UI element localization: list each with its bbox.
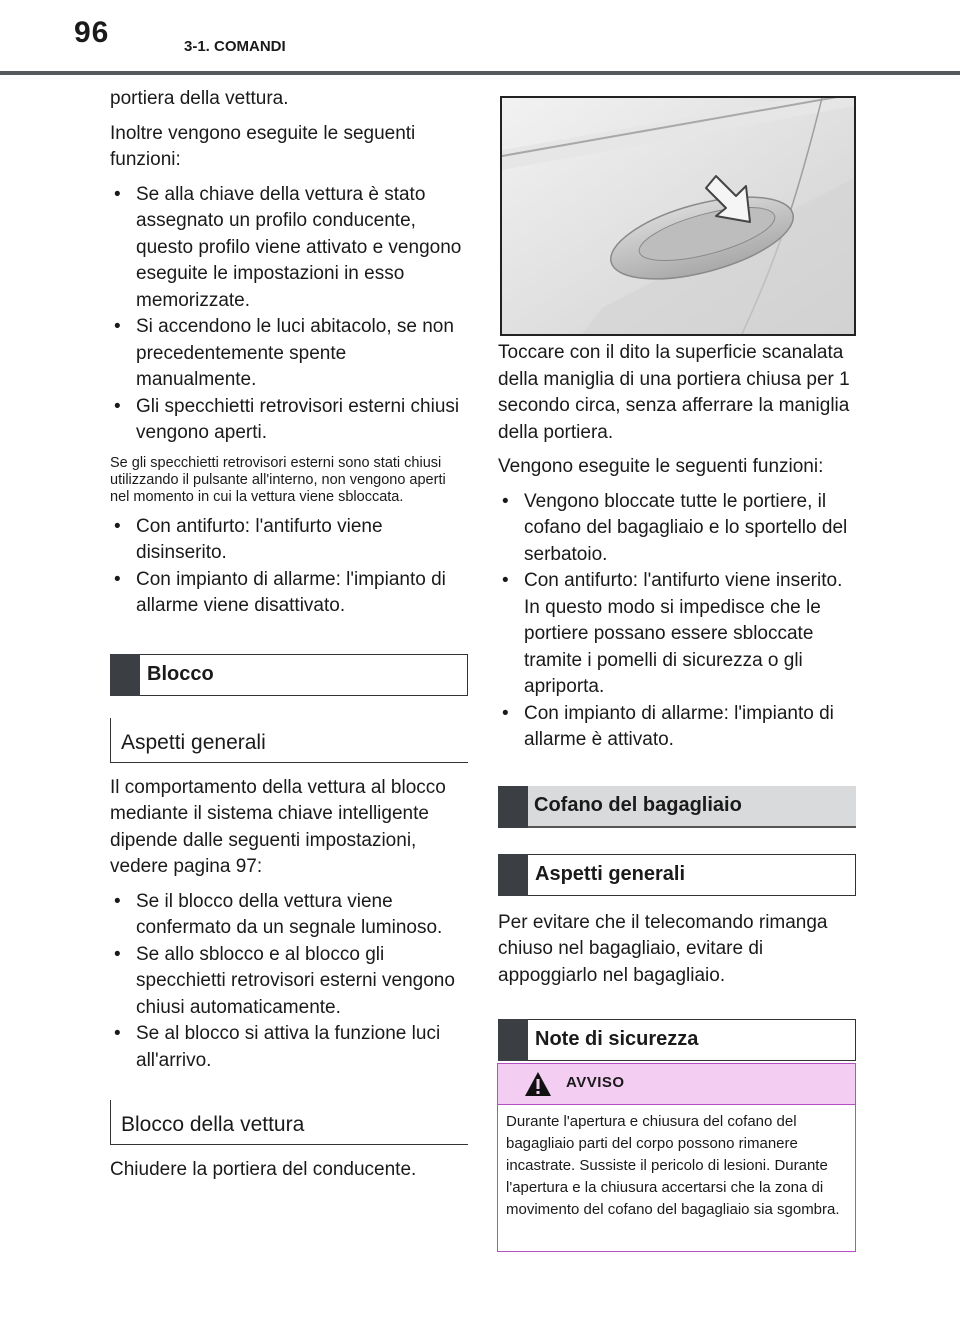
evitare-paragraph: Per evitare che il telecomando rimanga chiuso nel bagagliaio, evitare di appoggiarlo nel bagagliaio. <box>498 911 828 986</box>
mirror-note: Se gli specchietti retrovisori esterni sono stati chiusi utilizzando il pulsante all'interno, non vengono aperti nel momento in cui la vettura viene sbloccata. <box>110 454 446 505</box>
right-column <box>498 340 856 1061</box>
list-item: • Se il blocco della vettura viene confermato da un segnale luminoso. <box>110 889 468 942</box>
heading-cofano-bagagliaio <box>498 786 856 828</box>
intro-functions: Inoltre vengono eseguite le seguenti funzioni: <box>110 122 416 170</box>
list-item: • Se alla chiave della vettura è stato assegnato un profilo conducente, questo profilo viene attivato e vengono eseguite le impostazioni in esso memorizzate. <box>110 182 468 315</box>
list-item: • Si accendono le luci abitacolo, se non precedentemente spente manualmente. <box>110 314 468 394</box>
blocco-paragraph: Il comportamento della vettura al blocco mediante il sistema chiave intelligente dipende dalle seguenti impostazioni, vedere pagina 97: <box>110 776 446 877</box>
blocco-settings-list <box>110 889 468 1075</box>
heading-label: Blocco <box>147 662 214 685</box>
left-column <box>110 86 468 1192</box>
chiudere-paragraph: Chiudere la portiera del conducente. <box>110 1159 417 1180</box>
heading-label: Cofano del bagagliaio <box>534 793 742 816</box>
subheading-blocco-vettura <box>110 1100 468 1145</box>
page-number: 96 <box>74 16 110 49</box>
subheading-label: Blocco della vettura <box>121 1113 305 1136</box>
door-handle-illustration <box>500 96 856 336</box>
list-item: • Con impianto di allarme: l'impianto di allarme è attivato. <box>498 701 856 754</box>
subheading-aspetti-generali <box>110 718 468 763</box>
unlock-function-list <box>110 182 468 447</box>
subheading-label: Aspetti generali <box>121 730 266 754</box>
chapter-title: 3-1. COMANDI <box>184 38 286 55</box>
list-item: • Con impianto di allarme: l'impianto di allarme viene disattivato. <box>110 567 468 620</box>
heading-note-sicurezza <box>498 1019 856 1061</box>
list-item: • Vengono bloccate tutte le portiere, il cofano del bagagliaio e lo sportello del serbatoio. <box>498 489 856 569</box>
door-handle-drawing <box>502 98 854 334</box>
page-header <box>0 0 960 76</box>
list-item: • Se allo sblocco e al blocco gli specchietti retrovisori esterni vengono chiusi automaticamente. <box>110 942 468 1022</box>
list-item: • Con antifurto: l'antifurto viene disinserito. <box>110 514 468 567</box>
toccare-paragraph: Toccare con il dito la superficie scanalata della maniglia di una portiera chiusa per 1 secondo circa, senza afferrare la maniglia della portiera. <box>498 342 850 443</box>
warning-title: AVVISO <box>566 1074 625 1091</box>
lock-function-list <box>498 489 856 754</box>
list-item: • Gli specchietti retrovisori esterni chiusi vengono aperti. <box>110 394 468 447</box>
funzioni-paragraph: Vengono eseguite le seguenti funzioni: <box>498 456 824 477</box>
intro-text: portiera della vettura. <box>110 88 289 109</box>
heading-label: Aspetti generali <box>535 862 686 885</box>
warning-box <box>497 1063 856 1252</box>
warning-text: Durante l'apertura e chiusura del cofano del bagagliaio parti del corpo possono rimanere incastrate. Sussiste il pericolo di lesioni. Durante l'apertura e la chiusura accertarsi che la zona di movimento del cofano del bagagliaio sia sgombra. <box>506 1113 840 1218</box>
header-rule <box>0 71 960 75</box>
warning-header <box>498 1064 855 1105</box>
heading-label: Note di sicurezza <box>535 1028 699 1050</box>
heading-aspetti-generali <box>498 854 856 896</box>
heading-blocco <box>110 654 468 696</box>
list-item: • Con antifurto: l'antifurto viene inserito. In questo modo si impedisce che le portiere possano essere sbloccate tramite i pomelli di sicurezza o gli apriporta. <box>498 568 856 701</box>
alarm-list <box>110 514 468 620</box>
list-item: • Se al blocco si attiva la funzione luci all'arrivo. <box>110 1021 468 1074</box>
warning-triangle-icon <box>524 1071 552 1097</box>
